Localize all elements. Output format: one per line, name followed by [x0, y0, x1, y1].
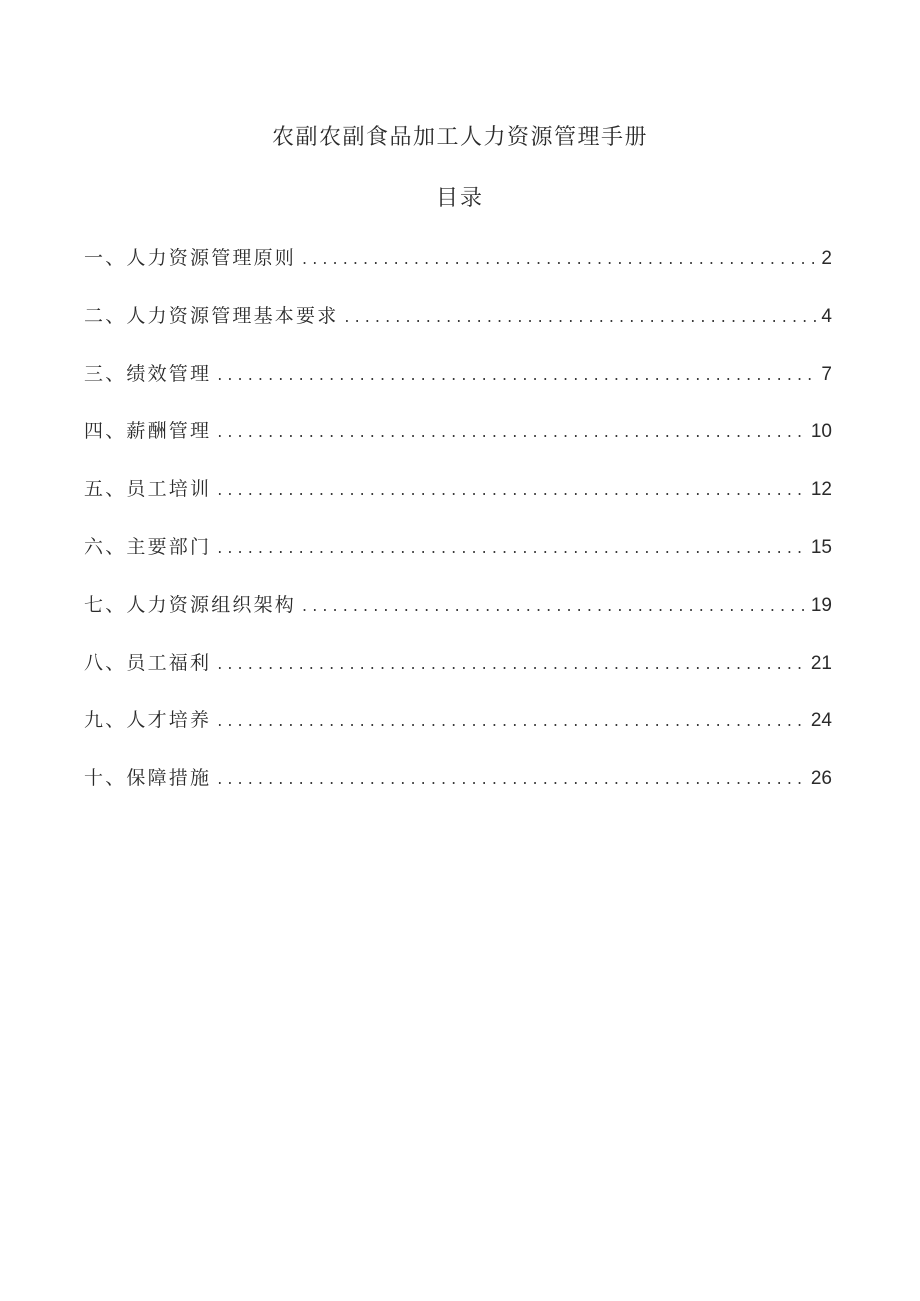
toc-dot-leader [217, 414, 807, 450]
toc-heading: 目录 [435, 186, 484, 211]
toc-entry-page-number: 2 [821, 248, 832, 269]
toc-dot-leader [217, 761, 807, 797]
toc-entry[interactable] [84, 240, 832, 298]
document-title: 农副农副食品加工人力资源管理手册 [271, 125, 648, 150]
toc-dot-leader [217, 703, 807, 739]
toc-entry[interactable] [84, 587, 832, 645]
toc-entry-label: 六、主要部门 [84, 535, 212, 558]
toc-dot-leader [217, 646, 807, 682]
toc-entry-page-number: 26 [810, 768, 832, 790]
toc-dot-leader [217, 472, 807, 508]
toc-dot-leader [344, 299, 817, 335]
toc-entry[interactable] [84, 298, 832, 356]
toc-entry-label: 十、保障措施 [84, 767, 212, 790]
toc-dot-leader [217, 357, 817, 393]
toc-entry[interactable] [84, 645, 832, 703]
toc-entry[interactable] [84, 471, 832, 529]
toc-entry-label: 七、人力资源组织架构 [84, 593, 297, 616]
toc-entry[interactable] [84, 702, 832, 760]
toc-entry-page-number: 24 [810, 710, 832, 732]
table-of-contents [84, 240, 832, 818]
toc-entry-label: 一、人力资源管理原则 [84, 247, 297, 269]
toc-entry-page-number: 7 [821, 363, 832, 385]
toc-entry-page-number: 10 [810, 421, 832, 443]
toc-entry[interactable] [84, 529, 832, 587]
toc-entry-label: 三、绩效管理 [84, 362, 212, 385]
toc-entry[interactable] [84, 413, 832, 471]
toc-dot-leader [302, 241, 817, 277]
toc-entry-label: 八、员工福利 [84, 651, 212, 674]
toc-entry-label: 五、员工培训 [84, 478, 212, 501]
toc-entry-page-number: 12 [810, 479, 832, 501]
toc-entry-page-number: 15 [810, 536, 832, 558]
toc-dot-leader [217, 530, 807, 566]
toc-entry-page-number: 4 [821, 305, 832, 327]
toc-entry-label: 九、人才培养 [84, 709, 212, 732]
toc-entry[interactable] [84, 760, 832, 818]
toc-entry-label: 二、人力资源管理基本要求 [84, 304, 339, 327]
toc-entry-page-number: 21 [810, 652, 832, 674]
toc-entry-label: 四、薪酬管理 [84, 420, 212, 443]
toc-entry[interactable] [84, 356, 832, 414]
toc-dot-leader [302, 588, 807, 624]
toc-entry-page-number: 19 [810, 594, 832, 616]
